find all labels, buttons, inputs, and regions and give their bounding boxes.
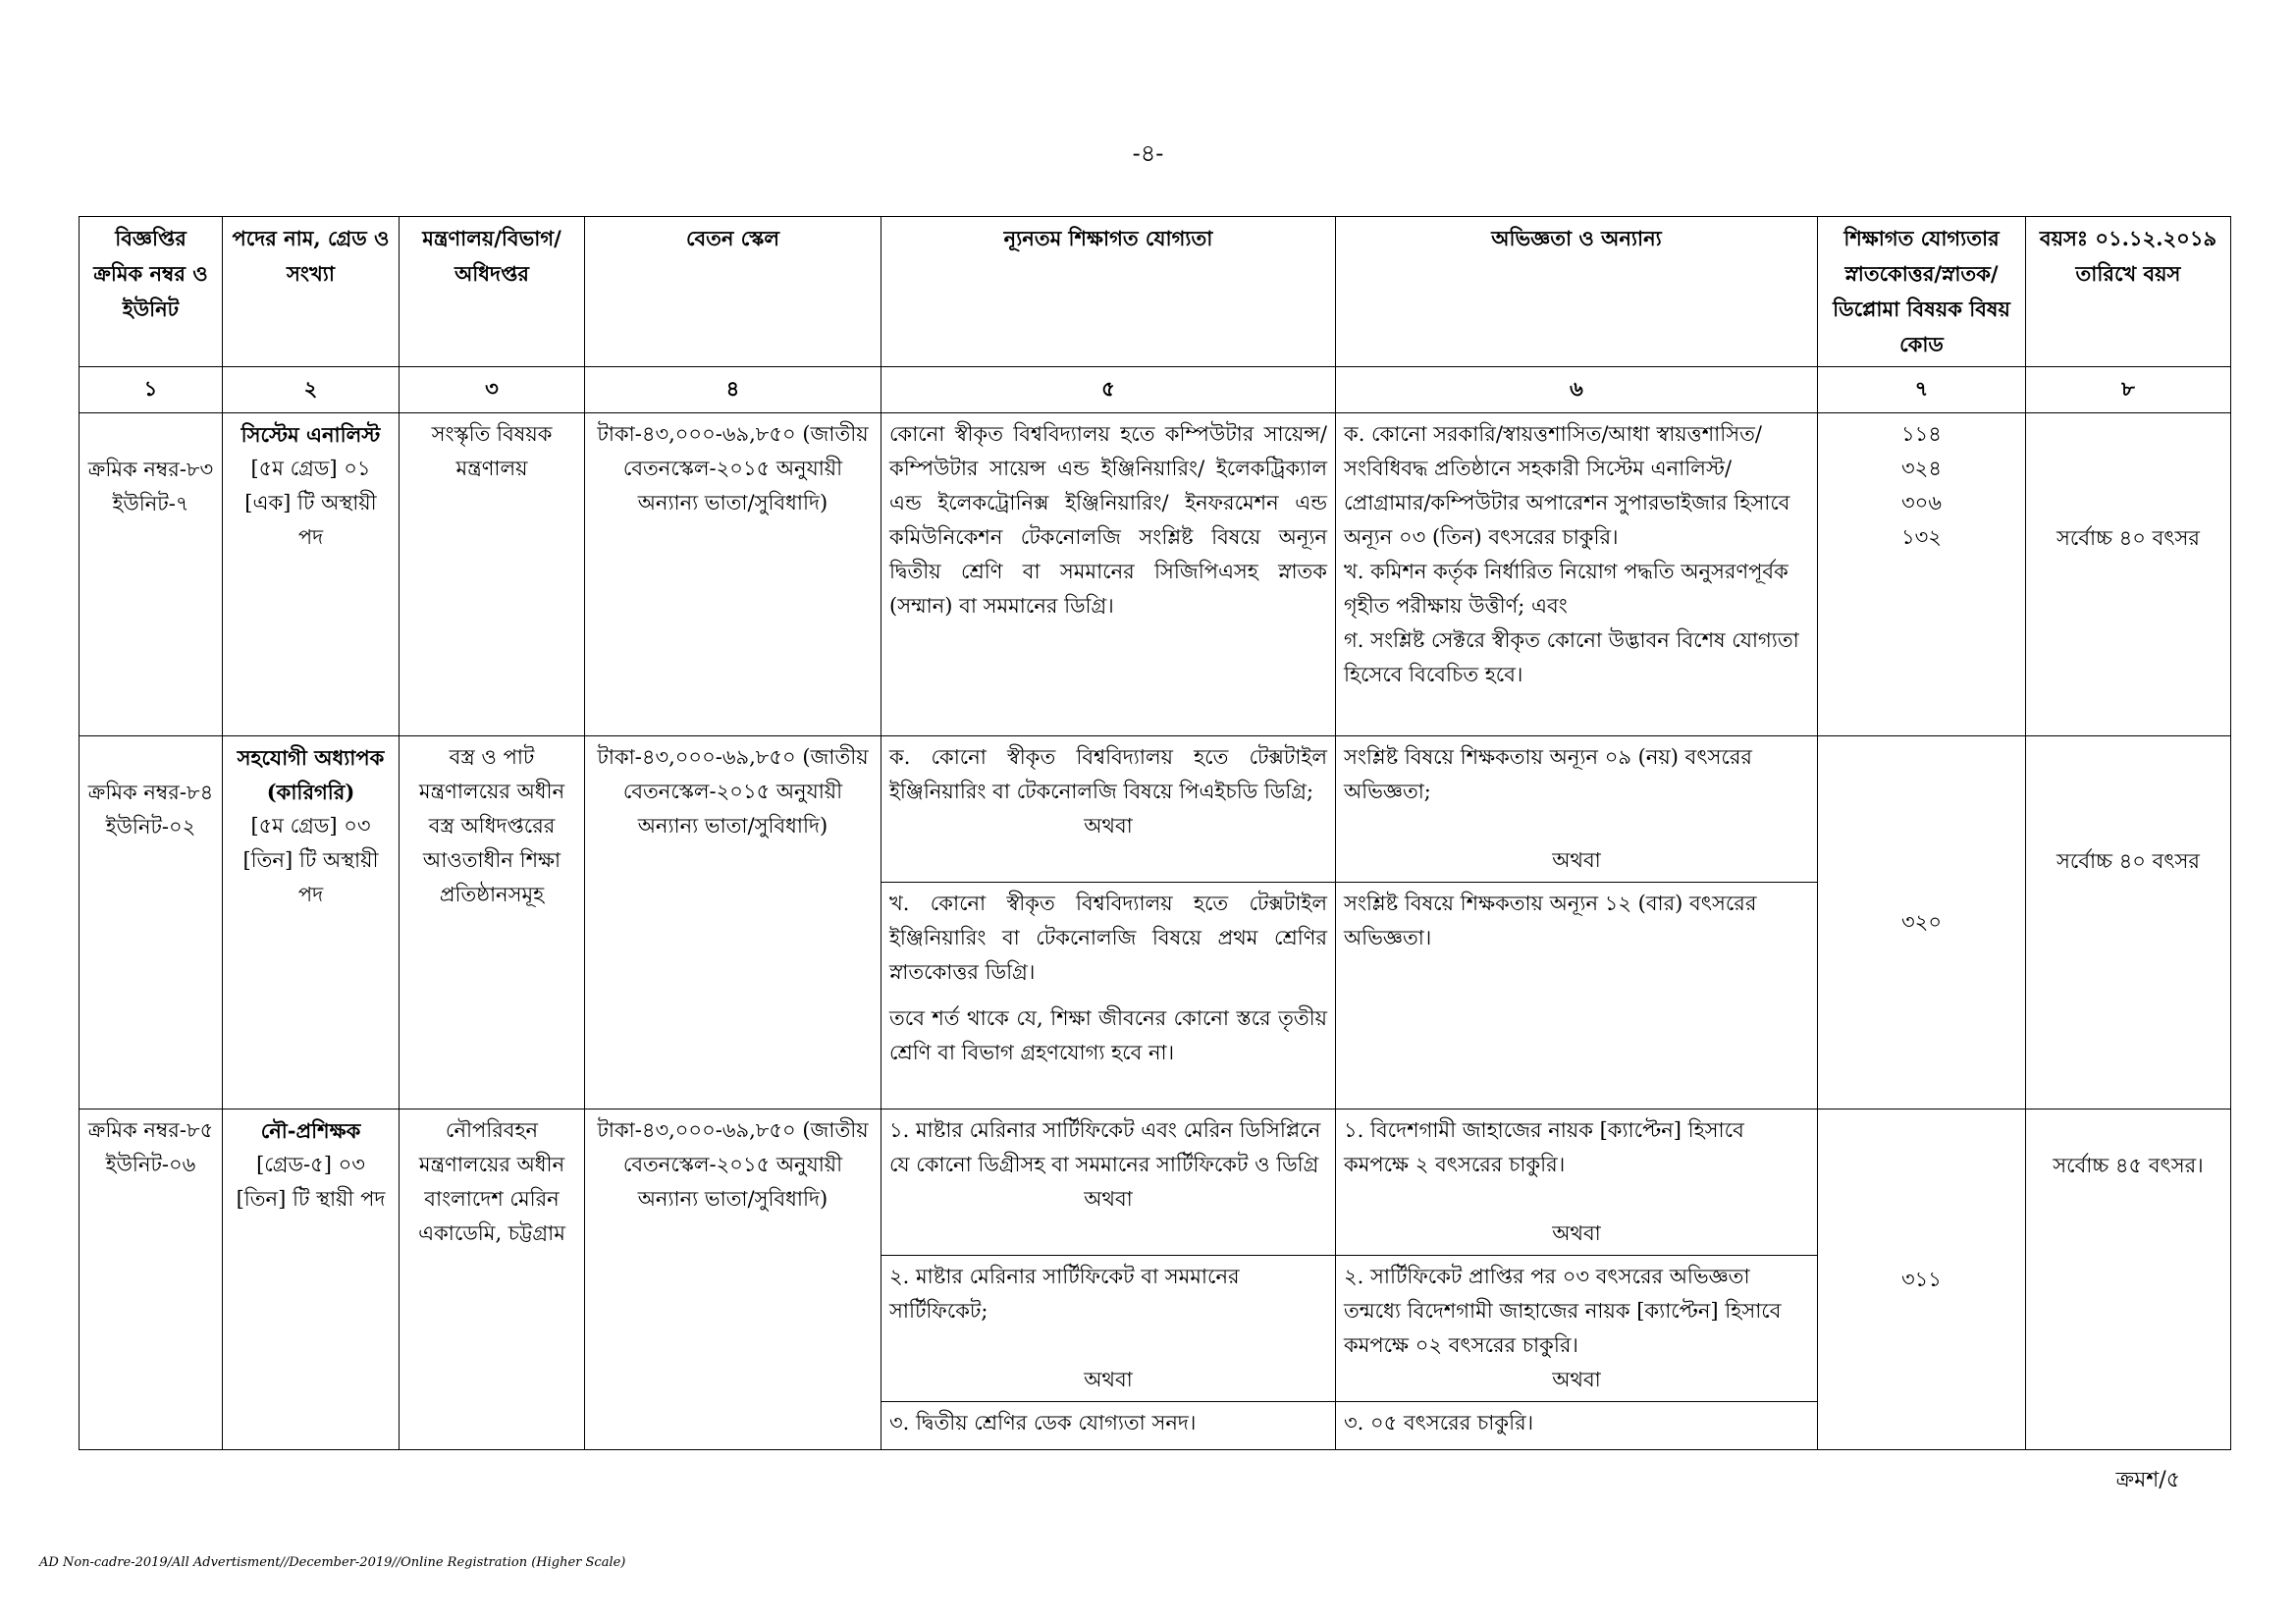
pay-scale: টাকা-৪৩,০০০-৬৯,৮৫০ (জাতীয় বেতনস্কেল-২০১৫ অনুযায়ী অন্যান্য ভাতা/সুবিধাদি)	[585, 736, 881, 1110]
vacancy-table	[79, 216, 2231, 1450]
experience-option-1: ১. বিদেশগামী জাহাজের নায়ক [ক্যাপ্টেন] হিসাবে কমপক্ষে ২ বৎসরের চাকুরি। অথবা	[1336, 1110, 1818, 1256]
column-number: ৬	[1336, 367, 1818, 413]
education-note: তবে শর্ত থাকে যে, শিক্ষা জীবনের কোনো স্তরে তৃতীয় শ্রেণি বা বিভাগ গ্রহণযোগ্য হবে না।	[889, 1006, 1327, 1064]
or-text: অথবা	[1084, 814, 1133, 838]
experience-option-2: ২. সার্টিফিকেট প্রাপ্তির পর ০৩ বৎসরের অভিজ্ঞতা তন্মধ্যে বিদেশগামী জাহাজের নায়ক [ক্যাপ্টেন] হিসাবে কমপক্ষে ০২ বৎসরের চাকুরি। অথবা	[1336, 1256, 1818, 1402]
column-number: ৭	[1818, 367, 2026, 413]
pay-scale: টাকা-৪৩,০০০-৬৯,৮৫০ (জাতীয় বেতনস্কেল-২০১৫ অনুযায়ী অন্যান্য ভাতা/সুবিধাদি)	[585, 413, 881, 736]
subject-code: ৩২৪	[1901, 457, 1942, 480]
footer-path: AD Non-cadre-2019/All Advertisment//December-2019//Online Registration (Higher Scale)	[39, 1555, 626, 1570]
subject-codes	[1818, 413, 2026, 736]
header-subject-code: শিক্ষাগত যোগ্যতার স্নাতকোত্তর/স্নাতক/ ডিপ্লোমা বিষয়ক বিষয় কোড	[1818, 217, 2026, 367]
experience-option-a: সংশ্লিষ্ট বিষয়ে শিক্ষকতায় অন্যূন ০৯ (নয়) বৎসরের অভিজ্ঞতা; অথবা	[1336, 736, 1818, 883]
or-text: অথবা	[1552, 848, 1601, 872]
experience-item: ক. কোনো সরকারি/স্বায়ত্তশাসিত/আধা স্বায়ত্তশাসিত/সংবিধিবদ্ধ প্রতিষ্ঠানে সহকারী সিস্টেম এনালিস্ট/প্রোগ্রামার/কম্পিউটার অপারেশন সুপারভাইজার হিসাবে অন্যূন ০৩ (তিন) বৎসরের চাকুরি।	[1344, 422, 1790, 549]
post-name-grade	[223, 1110, 400, 1450]
education-option-1: ১. মাষ্টার মেরিনার সার্টিফিকেট এবং মেরিন ডিসিপ্লিনে যে কোনো ডিগ্রীসহ বা সমমানের সার্টিফিকেট ও ডিগ্রি অথবা	[881, 1110, 1336, 1256]
serial-unit: ক্রমিক নম্বর-৮৪ ইউনিট-০২	[80, 736, 223, 1110]
continued-marker: ক্রমশ/৫	[2115, 1468, 2180, 1492]
post-title: সহযোগী অধ্যাপক (কারিগরি)	[237, 745, 385, 804]
ministry: সংস্কৃতি বিষয়ক মন্ত্রণালয়	[400, 413, 585, 736]
post-title: সিস্টেম এনালিস্ট	[240, 422, 381, 447]
education-requirement: কোনো স্বীকৃত বিশ্ববিদ্যালয় হতে কম্পিউটার সায়েন্স/কম্পিউটার সায়েন্স এন্ড ইঞ্জিনিয়ারিং/ ইলেকট্রিক্যাল এন্ড ইলেকট্রোনিক্স ইঞ্জিনিয়ারিং/ ইনফরমেশন এন্ড কমিউনিকেশন টেকনোলজি সংশ্লিষ্ট বিষয়ে অন্যূন দ্বিতীয় শ্রেণি বা সমমানের সিজিপিএসহ স্নাতক (সম্মান) বা সমমানের ডিগ্রি।	[881, 413, 1336, 736]
ministry: বস্ত্র ও পাট মন্ত্রণালয়ের অধীন বস্ত্র অধিদপ্তরের আওতাধীন শিক্ষা প্রতিষ্ঠানসমূহ	[400, 736, 585, 1110]
or-text: অথবা	[1084, 1187, 1133, 1211]
education-option-2: ২. মাষ্টার মেরিনার সার্টিফিকেট বা সমমানের সার্টিফিকেট; অথবা	[881, 1256, 1336, 1402]
or-text: অথবা	[1552, 1368, 1601, 1391]
post-title: নৌ-প্রশিক্ষক	[260, 1118, 361, 1143]
experience-item: গ. সংশ্লিষ্ট সেক্টরে স্বীকৃত কোনো উদ্ভাবন বিশেষ যোগ্যতা হিসেবে বিবেচিত হবে।	[1344, 628, 1799, 686]
post-details: [গ্রেড-৫] ০৩ [তিন] টি স্থায়ী পদ	[236, 1153, 386, 1211]
subject-code: ৩০৬	[1901, 491, 1942, 514]
header-pay-scale: বেতন স্কেল	[585, 217, 881, 367]
education-option-3: ৩. দ্বিতীয় শ্রেণির ডেক যোগ্যতা সনদ।	[881, 1402, 1336, 1450]
or-text: অথবা	[1552, 1221, 1601, 1245]
table-row	[80, 413, 2231, 736]
ministry: নৌপরিবহন মন্ত্রণালয়ের অধীন বাংলাদেশ মেরিন একাডেমি, চট্টগ্রাম	[400, 1110, 585, 1450]
table-row	[80, 736, 2231, 883]
serial-unit: ক্রমিক নম্বর-৮৩ ইউনিট-৭	[80, 413, 223, 736]
column-number: ৮	[2026, 367, 2231, 413]
post-name-grade	[223, 413, 400, 736]
column-number: ৩	[400, 367, 585, 413]
column-number: ৪	[585, 367, 881, 413]
post-details: [৫ম গ্রেড] ০৩ [তিন] টি অস্থায়ী পদ	[242, 814, 379, 906]
age-limit: সর্বোচ্চ ৪০ বৎসর	[2026, 413, 2231, 736]
post-details: [৫ম গ্রেড] ০১ [এক] টি অস্থায়ী পদ	[244, 457, 377, 549]
column-number: ১	[80, 367, 223, 413]
column-number: ২	[223, 367, 400, 413]
education-option-b: খ. কোনো স্বীকৃত বিশ্ববিদ্যালয় হতে টেক্সটাইল ইঞ্জিনিয়ারিং বা টেকনোলজি বিষয়ে প্রথম শ্রেণির স্নাতকোত্তর ডিগ্রি। তবে শর্ত থাকে যে, শিক্ষা জীবনের কোনো স্তরে তৃতীয় শ্রেণি বা বিভাগ গ্রহণযোগ্য হবে না।	[881, 883, 1336, 1110]
age-limit: সর্বোচ্চ ৪০ বৎসর	[2026, 736, 2231, 1110]
column-number-row	[80, 367, 2231, 413]
experience-item: খ. কমিশন কর্তৃক নির্ধারিত নিয়োগ পদ্ধতি অনুসরণপূর্বক গৃহীত পরীক্ষায় উত্তীর্ণ; এবং	[1344, 560, 1789, 618]
header-post: পদের নাম, গ্রেড ও সংখ্যা	[223, 217, 400, 367]
table-row	[80, 1110, 2231, 1256]
page-number: -৪-	[1132, 139, 1164, 167]
header-row	[80, 217, 2231, 367]
header-experience: অভিজ্ঞতা ও অন্যান্য	[1336, 217, 1818, 367]
header-serial: বিজ্ঞপ্তির ক্রমিক নম্বর ও ইউনিট	[80, 217, 223, 367]
experience-option-b: সংশ্লিষ্ট বিষয়ে শিক্ষকতায় অন্যূন ১২ (বার) বৎসরের অভিজ্ঞতা।	[1336, 883, 1818, 1110]
column-number: ৫	[881, 367, 1336, 413]
experience-requirement	[1336, 413, 1818, 736]
experience-option-3: ৩. ০৫ বৎসরের চাকুরি।	[1336, 1402, 1818, 1450]
header-age: বয়সঃ ০১.১২.২০১৯ তারিখে বয়স	[2026, 217, 2231, 367]
serial-unit: ক্রমিক নম্বর-৮৫ ইউনিট-০৬	[80, 1110, 223, 1450]
header-education: ন্যূনতম শিক্ষাগত যোগ্যতা	[881, 217, 1336, 367]
header-ministry: মন্ত্রণালয়/বিভাগ/ অধিদপ্তর	[400, 217, 585, 367]
subject-code: ১৩২	[1901, 525, 1942, 549]
age-limit: সর্বোচ্চ ৪৫ বৎসর।	[2026, 1110, 2231, 1450]
or-text: অথবা	[1084, 1368, 1133, 1391]
subject-code: ১১৪	[1901, 422, 1942, 446]
pay-scale: টাকা-৪৩,০০০-৬৯,৮৫০ (জাতীয় বেতনস্কেল-২০১৫ অনুযায়ী অন্যান্য ভাতা/সুবিধাদি)	[585, 1110, 881, 1450]
subject-code: ৩২০	[1818, 736, 2026, 1110]
subject-code: ৩১১	[1818, 1110, 2026, 1450]
education-option-a: ক. কোনো স্বীকৃত বিশ্ববিদ্যালয় হতে টেক্সটাইল ইঞ্জিনিয়ারিং বা টেকনোলজি বিষয়ে পিএইচডি ডিগ্রি; অথবা	[881, 736, 1336, 883]
post-name-grade	[223, 736, 400, 1110]
